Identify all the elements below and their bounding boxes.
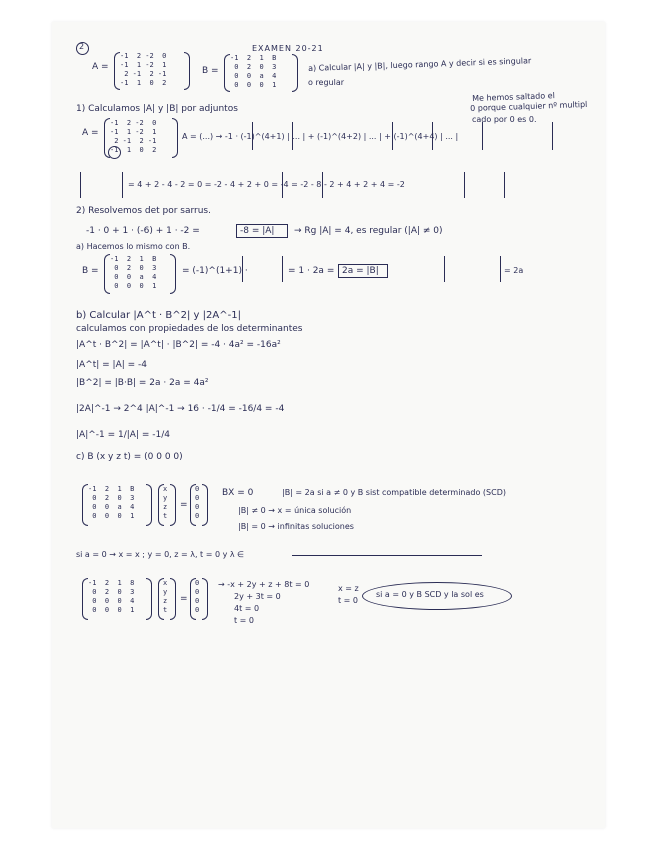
det-bar [552,122,553,150]
matrix-A-copy: -1 2 -2 0 -1 1 -2 1 2 -1 2 -1 -1 1 0 2 [110,119,157,154]
matrix-A: -1 2 -2 0 -1 1 -2 1 2 -1 2 -1 -1 1 0 2 [120,52,167,87]
det-A-line: -1 · 0 + 1 · (-6) + 1 · -2 = [86,226,200,236]
det-bar [482,122,483,150]
problem-number: 2 [79,42,85,51]
part-b-line3: |B^2| = |B·B| = 2a · 2a = 4a² [76,378,209,388]
part-c-heading: c) B (x y z t) = (0 0 0 0) [76,452,183,462]
det-bar [504,172,505,198]
exam-title: EXAMEN 20-21 [252,44,324,53]
matrix-A2-bracket-right [172,118,178,158]
a-zero-case: si a = 0 → x = x ; y = 0, z = λ, t = 0 y λ ∈ [76,550,245,559]
B-expansion: = (-1)^(1+1) · [182,266,248,276]
part-a-task-2: o regular [308,78,345,87]
equation-3: 4t = 0 [234,604,260,613]
matrix-B: -1 2 1 B 0 2 0 3 0 0 a 4 0 0 0 1 [230,54,277,89]
part-b-subheading: calculamos con propiedades de los determinantes [76,324,303,334]
matrix-A-bracket-right [184,52,190,90]
matrix-B-label-2: B = [82,266,99,276]
B-heading: a) Hacemos lo mismo con B. [76,242,191,251]
unknowns-bracket-right [170,484,176,526]
arrow-line [292,555,482,556]
det-bar [464,172,465,198]
det-bar [282,256,283,282]
B-sarrus-result: = 2a [504,266,524,275]
sarrus-results: = 4 + 2 - 4 - 2 = 0 = -2 - 4 + 2 + 0 = -4 = -2 - 8 - 2 + 4 + 2 + 4 = -2 [128,180,405,189]
B-result: = 1 · 2a = [288,266,335,276]
part-b-line2: |A^t| = |A| = -4 [76,360,148,370]
side-note-2: 0 porque cualquier nº multipl [470,99,588,113]
solution-1: x = z [338,584,359,593]
det-bar [444,256,445,282]
det-bar [242,256,243,282]
det-bar [500,256,501,282]
part-b-heading: b) Calcular |A^t · B^2| y |2A^-1| [76,310,241,321]
case-nonzero: |B| ≠ 0 → x = única solución [238,506,352,515]
side-note-3: cado por 0 es 0. [472,115,537,124]
part-b-line4: |2A|^-1 → 2^4 |A|^-1 → 16 · -1/4 = -16/4 = -4 [76,404,285,414]
zeros-bracket-right [202,484,208,526]
pivot-circle [108,146,121,159]
matrix-B2-bracket-right [170,254,176,294]
part-a-task: a) Calcular |A| y |B|, luego rango A y decir si es singular [308,56,532,73]
det-A-value: -8 = |A| [240,226,275,236]
system-matrix-B: -1 2 1 B 0 2 0 3 0 0 a 4 0 0 0 1 [88,485,135,520]
matrix-B-label: B = [202,66,219,76]
side-note-1: Me hemos saltado el [472,91,556,103]
notebook-page: 2 EXAMEN 20-21 A = -1 2 -2 0 -1 1 -2 1 2 -1 2 -1 -1 1 0 2 B = -1 2 1 B 0 2 0 3 0 0 a 4 0 0 0 1 a) Calcular |A| y |B|, luego rango A y decir si es singular o regular 1) Calculamos |A| y |B| por adjuntos Me hemos saltado el 0 porque cualquier nº multipl cado por 0 es 0. A = -1 2 -2 0 -1 1 -2 1 2 -1 2 -1 -1 1 0 2 A = (...) → -1 · (-1)^(4+1) | ... | + (-1)^(4+2) | ... | + (-1)^(4+4) | ... | = 4 + 2 - 4 - 2 = 0 = -2 - 4 + 2 + 0 = -4 = -2 - 8 - 2 + 4 + 2 + 4 = -2 2) Resolvemos det por sarrus. -1 · 0 + 1 · (-6) + 1 · -2 = -8 = |A| → Rg |A| = 4, es regular (|A| ≠ 0) a) Hacemos lo mismo con B. B = -1 2 1 B 0 2 0 3 0 0 a 4 0 0 0 1 = (-1)^(1+1) · = 1 · 2a = 2a = |B| = 2a b) Calcular |A^t · B^2| y |2A^-1| calculamos con propiedades de los determinantes |A^t · B^2| = |A^t| · |B^2| = -4 · 4a² = -16a² |A^t| = |A| = -4 |B^2| = |B·B| = 2a · 2a = 4a² |2A|^-1 → 2^4 |A|^-1 → 16 · -1/4 = -16/4 = -4 |A|^-1 = 1/|A| = -1/4 c) B (x y z t) = (0 0 0 0) -1 2 1 B 0 2 0 3 0 0 a 4 0 0 0 1 x y z t = 0 0 0 0 BX = 0 |B| = 2a si a ≠ 0 y B sist compatible determinado (SCD) |B| ≠ 0 → x = única solución |B| = 0 → infinitas soluciones si a = 0 → x = x ; y = 0, z = λ, t = 0 y λ ∈ -1 2 1 8 0 2 0 3 0 0 0 4 0 0 0 1 x y z t = 0 0 0 0 → -x + 2y + z + 8t = 0 2y + 3t = 0 4t = 0 t = 0 x = z t = 0 si a = 0 y B SCD y la sol es [52,22,605,828]
matrix-B-copy: -1 2 1 B 0 2 0 3 0 0 a 4 0 0 0 1 [110,255,157,290]
equation-1: → -x + 2y + z + 8t = 0 [218,580,310,589]
system-matrix-bracket-right [146,484,152,526]
solution-2: t = 0 [338,596,359,605]
final-note: si a = 0 y B SCD y la sol es [376,590,484,599]
matrix-A-label-2: A = [82,128,99,138]
part-b-line1: |A^t · B^2| = |A^t| · |B^2| = -4 · 4a² = -16a² [76,340,281,350]
final-note-circle [362,582,512,610]
equation-4: t = 0 [234,616,255,625]
det-bar [122,172,123,198]
case-zero: |B| = 0 → infinitas soluciones [238,522,354,531]
det-B-value: 2a = |B| [342,266,379,276]
rank-conclusion: → Rg |A| = 4, es regular (|A| ≠ 0) [294,226,443,236]
part1-heading: 1) Calculamos |A| y |B| por adjuntos [76,104,238,114]
equation-2: 2y + 3t = 0 [234,592,281,601]
part-b-line5: |A|^-1 = 1/|A| = -1/4 [76,430,170,440]
det-bar [80,172,81,198]
system2-bracket-right [146,578,152,620]
matrix-B-bracket-right [292,54,298,92]
matrix-A-label: A = [92,62,109,72]
det-B-condition: |B| = 2a si a ≠ 0 y B sist compatible determinado (SCD) [282,488,506,497]
adjoint-expansion: A = (...) → -1 · (-1)^(4+1) | ... | + (-1)^(4+2) | ... | + (-1)^(4+4) | ... | [182,132,459,141]
zeros2-bracket-right [202,578,208,620]
unknowns2-bracket-right [170,578,176,620]
system-equation: BX = 0 [222,488,254,498]
part2-heading: 2) Resolvemos det por sarrus. [76,206,211,216]
